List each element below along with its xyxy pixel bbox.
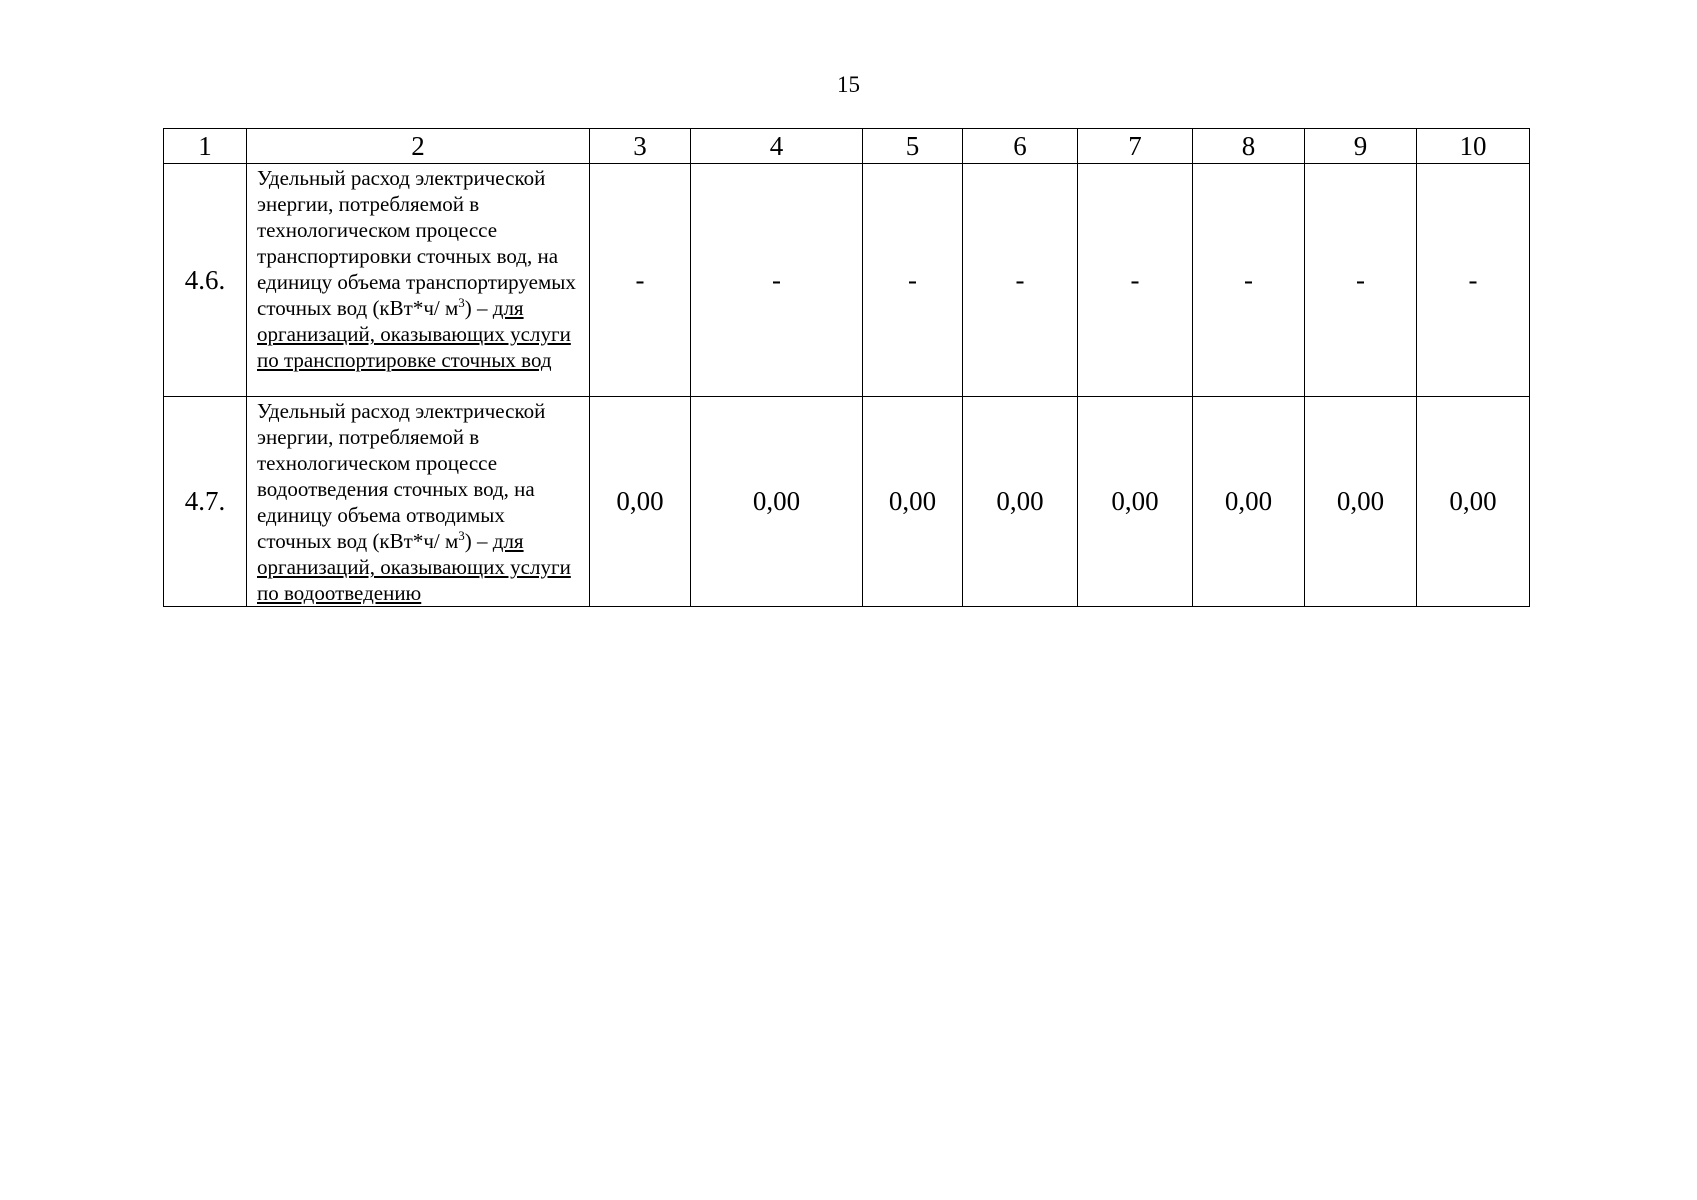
header-cell: 2 [247,129,590,164]
header-cell: 8 [1193,129,1305,164]
value-cell: - [1193,164,1305,397]
row-description [247,164,590,397]
row-number: 4.7. [164,397,247,607]
value-cell: - [1078,164,1193,397]
description-text: Удельный расход электрической энергии, потребляемой в технологическом процессе водоотведения сточных вод, на единицу объема отводимых сточных вод (кВт*ч/ м [257,399,546,553]
page-number: 15 [837,72,860,97]
header-cell: 1 [164,129,247,164]
value-cell: 0,00 [691,397,863,607]
description-underlined: для организаций, оказывающих услуги по транспортировке сточных вод [257,296,571,372]
value-cell: 0,00 [1193,397,1305,607]
value-cell: - [1417,164,1530,397]
description-underlined: для организаций, оказывающих услуги по водоотведению [257,529,571,605]
header-cell: 6 [963,129,1078,164]
table-header-row [164,129,1530,164]
value-cell: 0,00 [1417,397,1530,607]
table-row [164,397,1530,607]
header-cell: 4 [691,129,863,164]
row-number: 4.6. [164,164,247,397]
table-row [164,164,1530,397]
header-cell: 9 [1305,129,1417,164]
description-tail: ) – [464,296,493,320]
superscript: 3 [458,295,465,310]
indicators-table [163,128,1530,607]
value-cell: 0,00 [1305,397,1417,607]
value-cell: - [963,164,1078,397]
header-cell: 7 [1078,129,1193,164]
value-cell: 0,00 [863,397,963,607]
value-cell: 0,00 [590,397,691,607]
value-cell: - [691,164,863,397]
value-cell: 0,00 [1078,397,1193,607]
value-cell: - [1305,164,1417,397]
description-tail: ) – [464,529,493,553]
row-description [247,397,590,607]
header-cell: 5 [863,129,963,164]
header-cell: 10 [1417,129,1530,164]
superscript: 3 [458,528,465,543]
value-cell: 0,00 [963,397,1078,607]
value-cell: - [590,164,691,397]
description-text: Удельный расход электрической энергии, потребляемой в технологическом процессе транспортировки сточных вод, на единицу объема транспортируемых сточных вод (кВт*ч/ м [257,166,576,320]
value-cell: - [863,164,963,397]
header-cell: 3 [590,129,691,164]
